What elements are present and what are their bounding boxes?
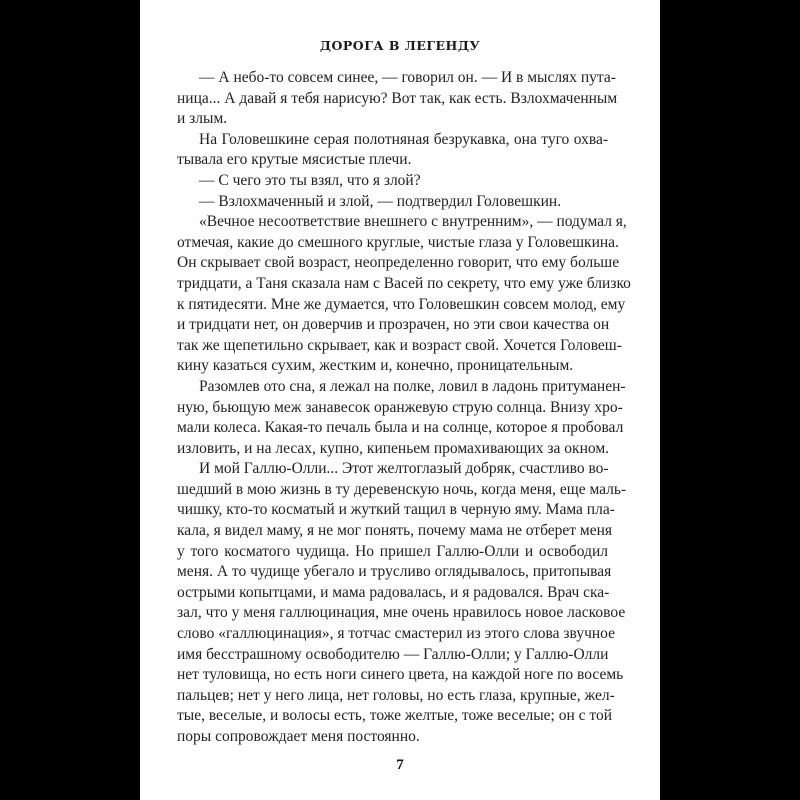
text-line: мали колеса. Какая-то печаль была и на солнце, которое я пробовал [177, 419, 624, 437]
text-line: «Вечное несоответствие внешнего с внутренним», — подумал я, [199, 213, 627, 231]
page-number: 7 [396, 757, 404, 773]
text-line: и тридцати нет, он доверчив и прозрачен, но эти свои качества он [177, 316, 610, 334]
text-line: Он скрывает свой возраст, неопределенно говорит, что ему больше [177, 254, 620, 272]
text-line: и злым. [177, 110, 228, 128]
text-line: кину казаться сухим, жестким и, конечно, проницательным. [177, 357, 574, 375]
paragraph [177, 212, 631, 377]
text-line: слово «галлюцинация», я тотчас смастерил из этого слова звучное [177, 625, 615, 643]
text-line: тывала его крутые мясистые плечи. [177, 151, 412, 169]
text-line: — С чего это ты взял, что я злой? [199, 171, 421, 189]
text-line: — А небо-то совсем синее, — говорил он. — И в мыслях пута- [199, 69, 616, 86]
text-line: шедший в мою жизнь в ту деревенскую ночь, когда меня, еще маль- [177, 480, 627, 498]
text-line: ница... А давай я тебя нарисую? Вот так, как есть. Взлохмаченным [177, 89, 618, 107]
text-line: ную, бьющую меж занавесок оранжевую струю солнца. Внизу хро- [177, 398, 623, 416]
text-line: поры сопровождает меня постоянно. [177, 728, 420, 745]
text-line: пальцев; нет у него лица, нет головы, но есть глаза, крупные, жел- [177, 686, 615, 704]
text-line: тые, веселые, и волосы есть, тоже желтые, тоже веселые; он с той [177, 707, 613, 725]
paragraph [177, 459, 627, 747]
text-line: — Взлохмаченный и злой, — подтвердил Головешкин. [199, 192, 562, 210]
text-line: тридцати, а Таня сказала нам с Васей по секрету, что ему уже близко [177, 274, 631, 292]
text-line: изловить, и на лесах, купно, кипеньем промахивающих за окном. [177, 439, 610, 457]
text-line: Разомлев ото сна, я лежал на полке, ловил в ладонь притуманен- [199, 377, 626, 395]
text-line: зал, что у меня галлюцинация, мне очень нравилось новое ласковое [177, 604, 626, 622]
text-line: отмечая, какие до смешного круглые, чистые глаза у Головешкина. [177, 233, 619, 251]
text-line: острыми копытцами, и мама радовалась, и я радовался. Врач ска- [177, 583, 610, 601]
paragraph [177, 130, 608, 171]
text-line: На Головешкине серая полотняная безрукавка, она туго охва- [199, 130, 608, 148]
running-header: ДОРОГА В ЛЕГЕНДУ [319, 38, 481, 53]
paragraph [177, 192, 608, 213]
text-line: кала, я видел маму, я не мог понять, почему мама не отберет меня [177, 522, 613, 540]
text-line: к пятидесяти. Мне же думается, что Головешкин совсем молод, ему [177, 295, 626, 313]
text-line: так же щепетильно скрывает, как и возраст свой. Хочется Головеш- [177, 336, 622, 354]
book-page [140, 0, 660, 800]
text-line: чишку, кто-то косматый и жуткий тащил в черную яму. Мама пла- [177, 501, 615, 519]
paragraph [177, 171, 608, 192]
text-line: имя бесстрашному освободителю — Галлю-Олли; у Галлю-Олли [177, 645, 609, 663]
page-body-text [177, 68, 631, 748]
text-line: нет туловища, но есть ноги синего цвета, на каждой ноге по восемь [177, 666, 624, 684]
text-line: у того косматого чудища. Но пришел Галлю-Олли и освободил [177, 542, 608, 560]
paragraph [177, 68, 618, 130]
text-line: меня. А то чудище убегало и трусливо оглядывалось, притопывая [177, 563, 612, 581]
text-line: И мой Галлю-Олли... Этот желтоглазый добряк, счастливо во- [199, 460, 609, 478]
paragraph [177, 377, 626, 459]
